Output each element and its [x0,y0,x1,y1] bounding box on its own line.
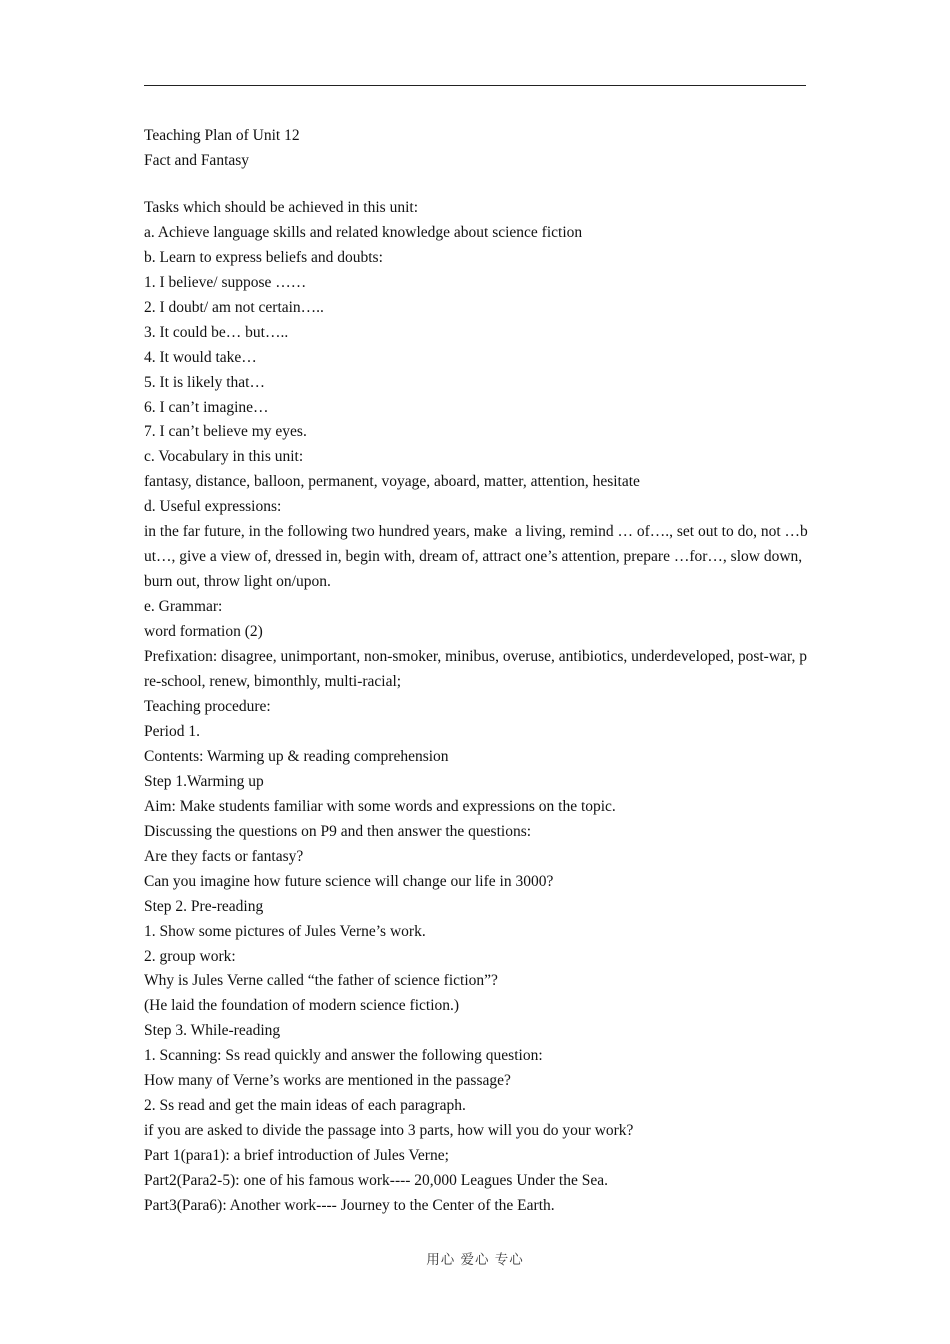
text-line: 1. I believe/ suppose …… [144,273,307,291]
paragraph: in the far future, in the following two hundred years, make a living, remind … of…., set out to do, not …but…, give a view of, dressed in, begin with, dream of, attract one’s attention, prepare …for…, slow down, burn out, throw light on/upon. [144,523,808,591]
text-line: Period 1. [144,722,200,740]
text-line: 2. Ss read and get the main ideas of each paragraph. [144,1097,466,1115]
text-line: Part3(Para6): Another work---- Journey to the Center of the Earth. [144,1197,555,1215]
text-line: 1. Show some pictures of Jules Verne’s work. [144,922,426,940]
text-line: Contents: Warming up & reading comprehension [144,747,449,765]
text-line: if you are asked to divide the passage into 3 parts, how will you do your work? [144,1122,634,1140]
text-line: 2. group work: [144,947,236,965]
text-line: 6. I can’t imagine… [144,398,269,416]
text-line: 5. It is likely that… [144,373,265,391]
text-line: 1. Scanning: Ss read quickly and answer the following question: [144,1047,543,1065]
text-line: 4. It would take… [144,348,257,366]
text-line: Step 2. Pre-reading [144,897,264,915]
text-line: e. Grammar: [144,598,223,616]
text-line: Part2(Para2-5): one of his famous work---- 20,000 Leagues Under the Sea. [144,1172,609,1190]
text-line: fantasy, distance, balloon, permanent, voyage, aboard, matter, attention, hesitate [144,473,640,491]
doc-subtitle: Fact and Fantasy [144,151,250,169]
text-line: Discussing the questions on P9 and then answer the questions: [144,822,532,840]
page-footer: 用心 爱心 专心 [426,1252,524,1268]
header-rule [144,85,806,86]
text-line: 2. I doubt/ am not certain….. [144,298,324,316]
text-line: Teaching procedure: [144,697,271,715]
text-line: Why is Jules Verne called “the father of science fiction”? [144,972,498,990]
text-line: Part 1(para1): a brief introduction of Jules Verne; [144,1147,449,1165]
text-line: Tasks which should be achieved in this unit: [144,198,418,216]
text-line: a. Achieve language skills and related knowledge about science fiction [144,223,583,241]
paragraph: Prefixation: disagree, unimportant, non-smoker, minibus, overuse, antibiotics, underdeveloped, post-war, pre-school, renew, bimonthly, multi-racial; [144,648,807,691]
blank-line [144,174,808,196]
text-line: b. Learn to express beliefs and doubts: [144,248,383,266]
text-line: Can you imagine how future science will change our life in 3000? [144,872,554,890]
text-line: d. Useful expressions: [144,498,282,516]
doc-title: Teaching Plan of Unit 12 [144,127,300,144]
text-line: 3. It could be… but….. [144,323,289,341]
text-line: (He laid the foundation of modern science fiction.) [144,997,460,1015]
text-line: How many of Verne’s works are mentioned in the passage? [144,1072,511,1090]
text-line: Are they facts or fantasy? [144,847,304,865]
text-line: Step 1.Warming up [144,772,264,790]
text-line: c. Vocabulary in this unit: [144,448,304,466]
text-line: 7. I can’t believe my eyes. [144,423,307,441]
text-line: Aim: Make students familiar with some words and expressions on the topic. [144,797,616,815]
text-line: Step 3. While-reading [144,1022,281,1040]
text-line: word formation (2) [144,623,263,641]
document-body [144,124,808,1219]
